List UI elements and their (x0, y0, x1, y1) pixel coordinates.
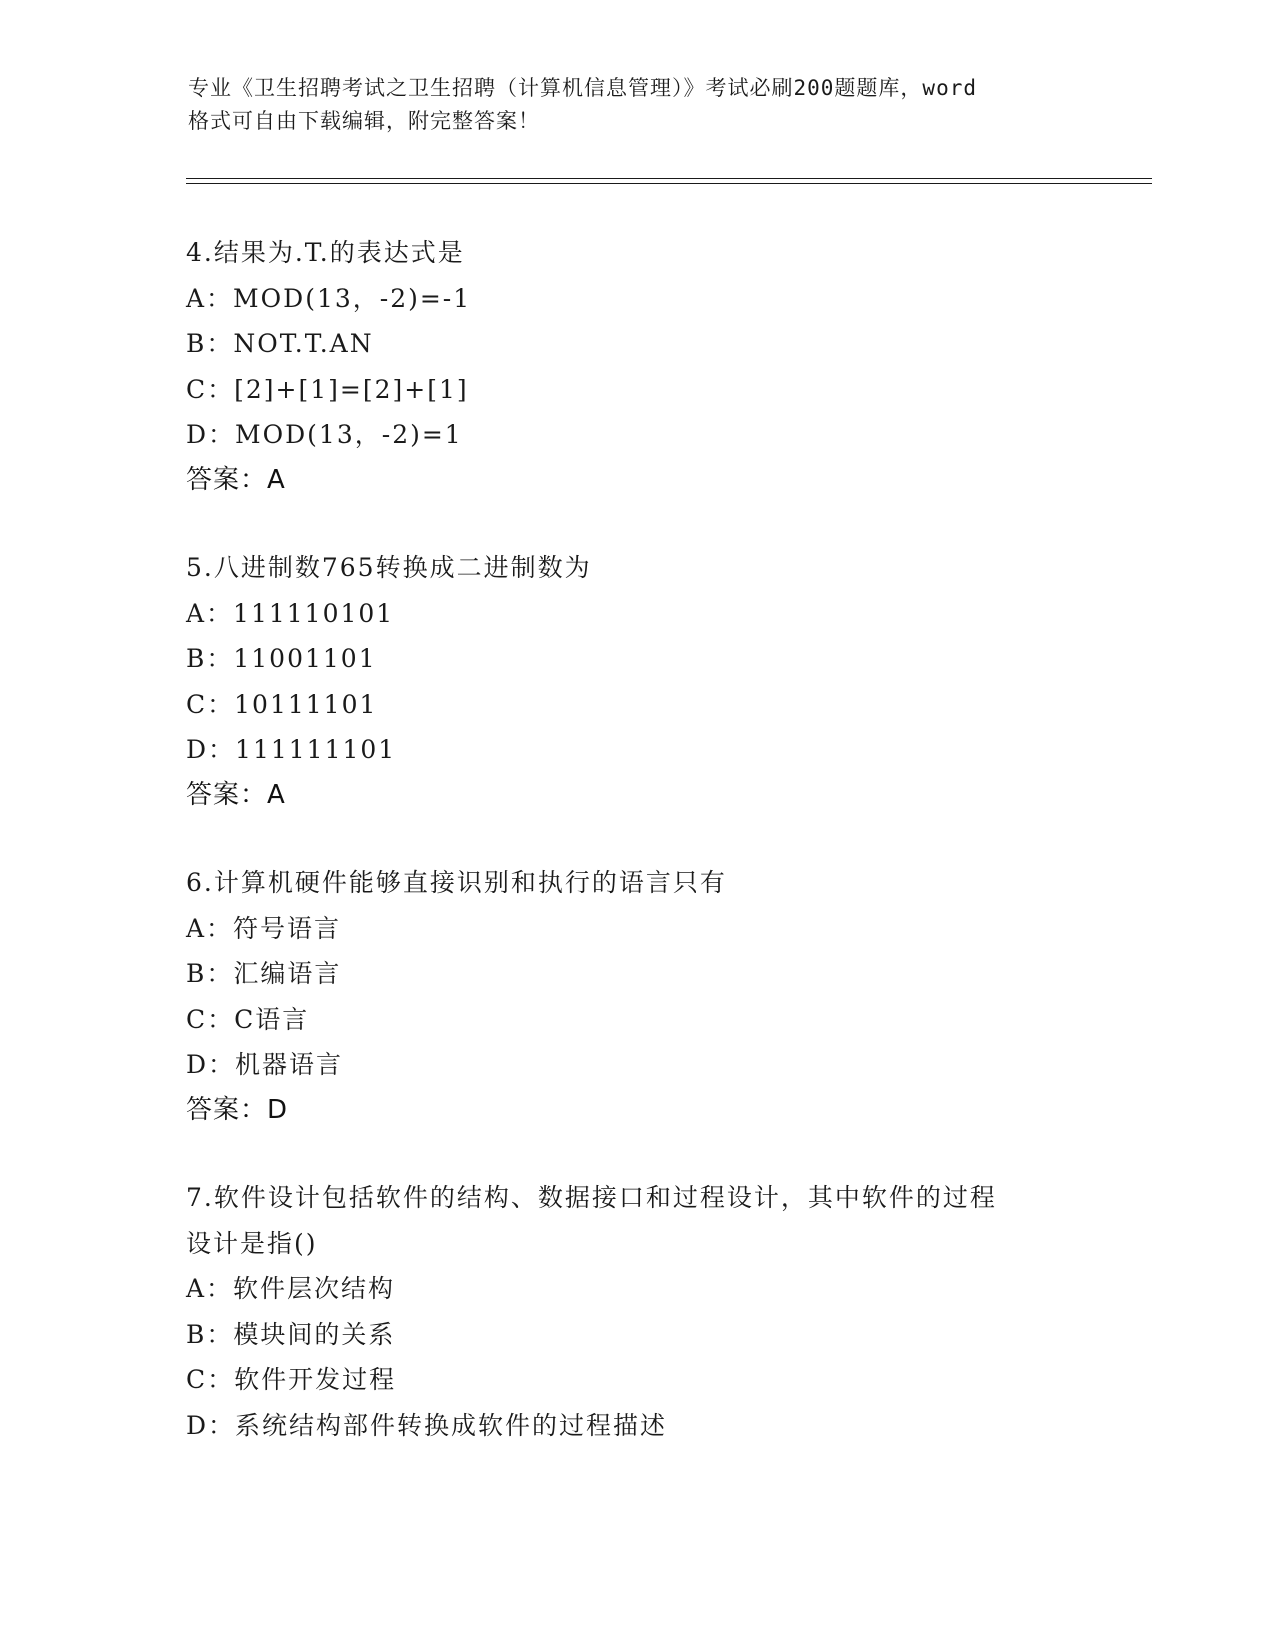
option-a: A：MOD(13，-2)=-1 (186, 283, 472, 313)
answer-label: 答案：A (186, 464, 286, 495)
option-b: B：模块间的关系 (186, 1319, 396, 1349)
option-a: A：111110101 (186, 598, 395, 628)
option-b: B：汇编语言 (186, 959, 342, 988)
option-c: C：10111101 (186, 689, 378, 719)
option-d: D：MOD(13，-2)=1 (186, 420, 463, 449)
header-line-2: 格式可自由下载编辑，附完整答案！ (188, 109, 540, 133)
answer-label: 答案：A (186, 779, 286, 810)
question-5 (186, 545, 1126, 818)
header-line-1: 专业《卫生招聘考试之卫生招聘（计算机信息管理）》考试必刷200题题库，word (188, 76, 977, 100)
question-stem: 4.结果为.T.的表达式是 (186, 238, 465, 267)
header-divider-top (186, 178, 1152, 179)
option-c: C：软件开发过程 (186, 1365, 397, 1394)
question-7 (186, 1175, 1126, 1448)
question-stem: 5.八进制数765转换成二进制数为 (186, 553, 592, 582)
option-a: A：软件层次结构 (186, 1274, 396, 1303)
question-stem-line-1: 7.软件设计包括软件的结构、数据接口和过程设计，其中软件的过程 (186, 1183, 997, 1212)
option-d: D：111111101 (186, 735, 397, 764)
option-c: C：C语言 (186, 1004, 310, 1034)
option-b: B：11001101 (186, 644, 377, 673)
question-4 (186, 230, 1126, 503)
option-a: A：符号语言 (186, 913, 342, 943)
answer-label: 答案：D (186, 1094, 289, 1125)
question-stem-line-2: 设计是指() (186, 1228, 318, 1258)
question-stem: 6.计算机硬件能够直接识别和执行的语言只有 (186, 868, 727, 897)
question-6 (186, 860, 1126, 1133)
option-d: D：系统结构部件转换成软件的过程描述 (186, 1410, 668, 1440)
option-b: B：NOT.T.AN (186, 329, 374, 358)
option-c: C：[2]+[1]=[2]+[1] (186, 374, 469, 404)
option-d: D：机器语言 (186, 1050, 344, 1079)
header-divider-bottom (186, 183, 1152, 184)
document-header (188, 72, 1088, 138)
